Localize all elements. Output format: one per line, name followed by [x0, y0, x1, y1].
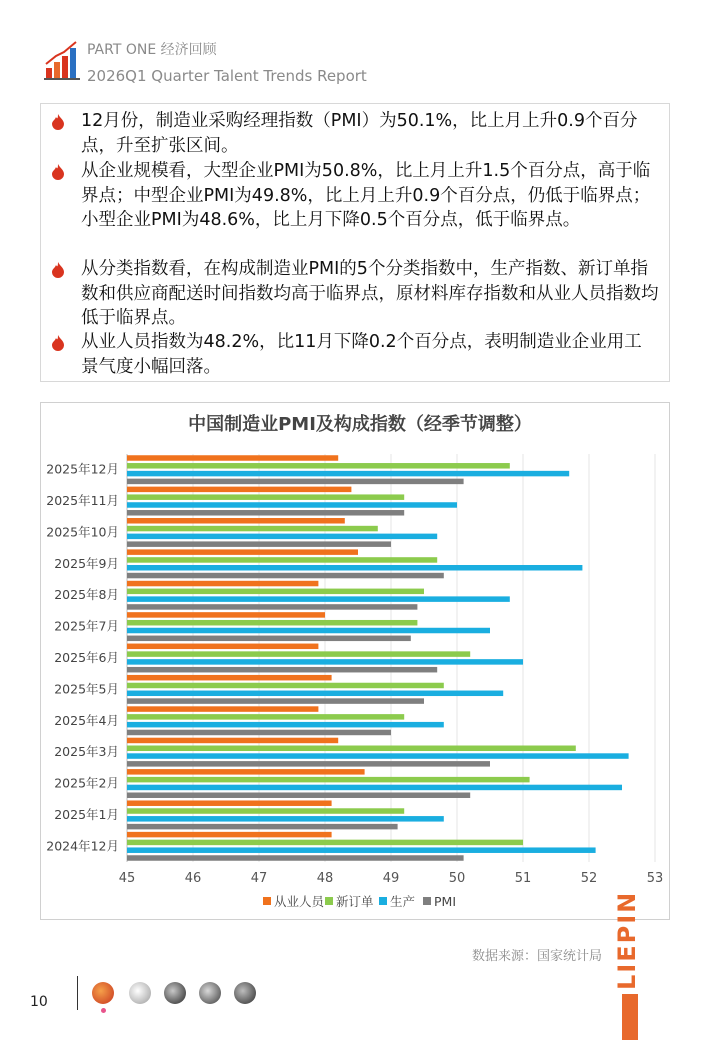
- bar: [127, 730, 391, 736]
- bar: [127, 479, 464, 485]
- x-tick-label: 50: [448, 871, 466, 886]
- bar: [127, 526, 378, 532]
- y-category-label: 2025年8月: [54, 587, 119, 603]
- bar: [127, 534, 437, 540]
- bar: [127, 667, 437, 673]
- y-category-label: 2025年1月: [54, 806, 119, 822]
- bar: [127, 738, 338, 744]
- summary-box: [40, 103, 670, 382]
- bar: [127, 746, 576, 752]
- bullet-text: 从分类指数看，在构成制造业PMI的5个分类指数中，生产指数、新订单指数和供应商配送时间指数均高于临界点，原材料库存指数和从业人员指数均低于临界点。: [81, 259, 659, 328]
- legend-label: 从业人员: [274, 894, 325, 909]
- flame-icon: [51, 164, 65, 180]
- bar: [127, 463, 510, 469]
- bar: [127, 455, 338, 461]
- bar: [127, 785, 622, 791]
- bar: [127, 636, 411, 642]
- bar: [127, 777, 530, 783]
- bar: [127, 808, 404, 814]
- bar: [127, 847, 596, 853]
- x-tick-label: 46: [184, 871, 202, 886]
- bar: [127, 816, 444, 822]
- flame-icon: [51, 262, 65, 278]
- bar: [127, 832, 332, 838]
- bar: [127, 792, 470, 798]
- bar: [127, 510, 404, 516]
- bullet-item: [81, 159, 659, 233]
- y-category-label: 2024年12月: [46, 838, 119, 854]
- part-label: PART ONE 经济回顾: [87, 42, 217, 58]
- bullet-item: [81, 257, 659, 331]
- y-category-label: 2025年7月: [54, 618, 119, 634]
- bar: [127, 471, 569, 477]
- x-tick-label: 47: [250, 871, 268, 886]
- bar: [127, 487, 351, 493]
- flame-icon: [51, 335, 65, 351]
- footer-divider: [77, 976, 78, 1010]
- bar: [127, 761, 490, 767]
- bar: [127, 541, 391, 547]
- y-category-label: 2025年11月: [46, 493, 119, 509]
- bar: [127, 518, 345, 524]
- bar: [127, 698, 424, 704]
- legend-swatch: [423, 897, 431, 905]
- bar: [127, 706, 318, 712]
- bar: [127, 589, 424, 595]
- pmi-bar-chart: [0, 440, 720, 920]
- bar: [127, 620, 417, 626]
- brand-bar: [622, 994, 638, 1040]
- flame-icon: [51, 114, 65, 130]
- bar: [127, 691, 503, 697]
- bar: [127, 659, 523, 665]
- legend-swatch: [325, 897, 333, 905]
- bar: [127, 581, 318, 587]
- bar: [127, 565, 582, 571]
- y-category-label: 2025年4月: [54, 712, 119, 728]
- legend-label: 生产: [390, 894, 416, 909]
- y-category-label: 2025年2月: [54, 775, 119, 791]
- bar: [127, 502, 457, 508]
- bar: [127, 628, 490, 634]
- bar: [127, 549, 358, 555]
- bar: [127, 824, 398, 830]
- active-dot-icon: [101, 1008, 106, 1013]
- page-header: [44, 34, 464, 90]
- bar: [127, 612, 325, 618]
- bullet-item: [81, 109, 659, 158]
- x-tick-label: 49: [382, 871, 400, 886]
- bullet-item: [81, 330, 659, 379]
- bar: [127, 494, 404, 500]
- bar: [127, 675, 332, 681]
- bar: [127, 651, 470, 657]
- avatar-icon: [129, 982, 151, 1004]
- x-tick-label: 45: [118, 871, 136, 886]
- bullet-text: 从业人员指数为48.2%，比11月下降0.2个百分点，表明制造业企业用工景气度小幅回落。: [81, 332, 642, 377]
- bar: [127, 596, 510, 602]
- report-title: 2026Q1 Quarter Talent Trends Report: [87, 67, 367, 85]
- bullet-text: 12月份，制造业采购经理指数（PMI）为50.1%，比上月上升0.9个百分点，升至扩张区间。: [81, 111, 638, 156]
- avatar-icon: [234, 982, 256, 1004]
- avatar-icon: [199, 982, 221, 1004]
- legend-label: PMI: [434, 894, 457, 909]
- y-category-label: 2025年12月: [46, 461, 119, 477]
- bar: [127, 714, 404, 720]
- chart-title: 中国制造业PMI及构成指数（经季节调整）: [188, 414, 532, 435]
- y-category-label: 2025年3月: [54, 744, 119, 760]
- avatar-icon: [164, 982, 186, 1004]
- bar: [127, 644, 318, 650]
- bar: [127, 769, 365, 775]
- bar: [127, 557, 437, 563]
- legend-label: 新订单: [336, 894, 374, 909]
- y-category-label: 2025年5月: [54, 681, 119, 697]
- legend-swatch: [263, 897, 271, 905]
- bar: [127, 573, 444, 579]
- bar: [127, 604, 417, 610]
- x-tick-label: 48: [316, 871, 334, 886]
- avatar-icon: [92, 982, 114, 1004]
- legend-swatch: [379, 897, 387, 905]
- y-category-label: 2025年9月: [54, 555, 119, 571]
- bar: [127, 722, 444, 728]
- growth-chart-logo-icon: [44, 38, 80, 82]
- x-tick-label: 51: [514, 871, 532, 886]
- bar: [127, 683, 444, 689]
- x-tick-label: 52: [580, 871, 598, 886]
- data-source: 数据来源：国家统计局: [471, 949, 602, 964]
- brand-logo: LIEPIN: [613, 890, 641, 990]
- bar: [127, 753, 629, 759]
- x-tick-label: 53: [646, 871, 664, 886]
- bar: [127, 800, 332, 806]
- bullet-text: 从企业规模看，大型企业PMI为50.8%，比上月上升1.5个百分点，高于临界点；中型企业PMI为49.8%，比上月上升0.9个百分点，仍低于临界点；小型企业PMI为48.6%，比上月下降0.5个百分点，低于临界点。: [81, 161, 651, 230]
- bar: [127, 840, 523, 846]
- page-number: 10: [30, 994, 48, 1010]
- y-category-label: 2025年10月: [46, 524, 119, 540]
- y-category-label: 2025年6月: [54, 650, 119, 665]
- bar: [127, 855, 464, 861]
